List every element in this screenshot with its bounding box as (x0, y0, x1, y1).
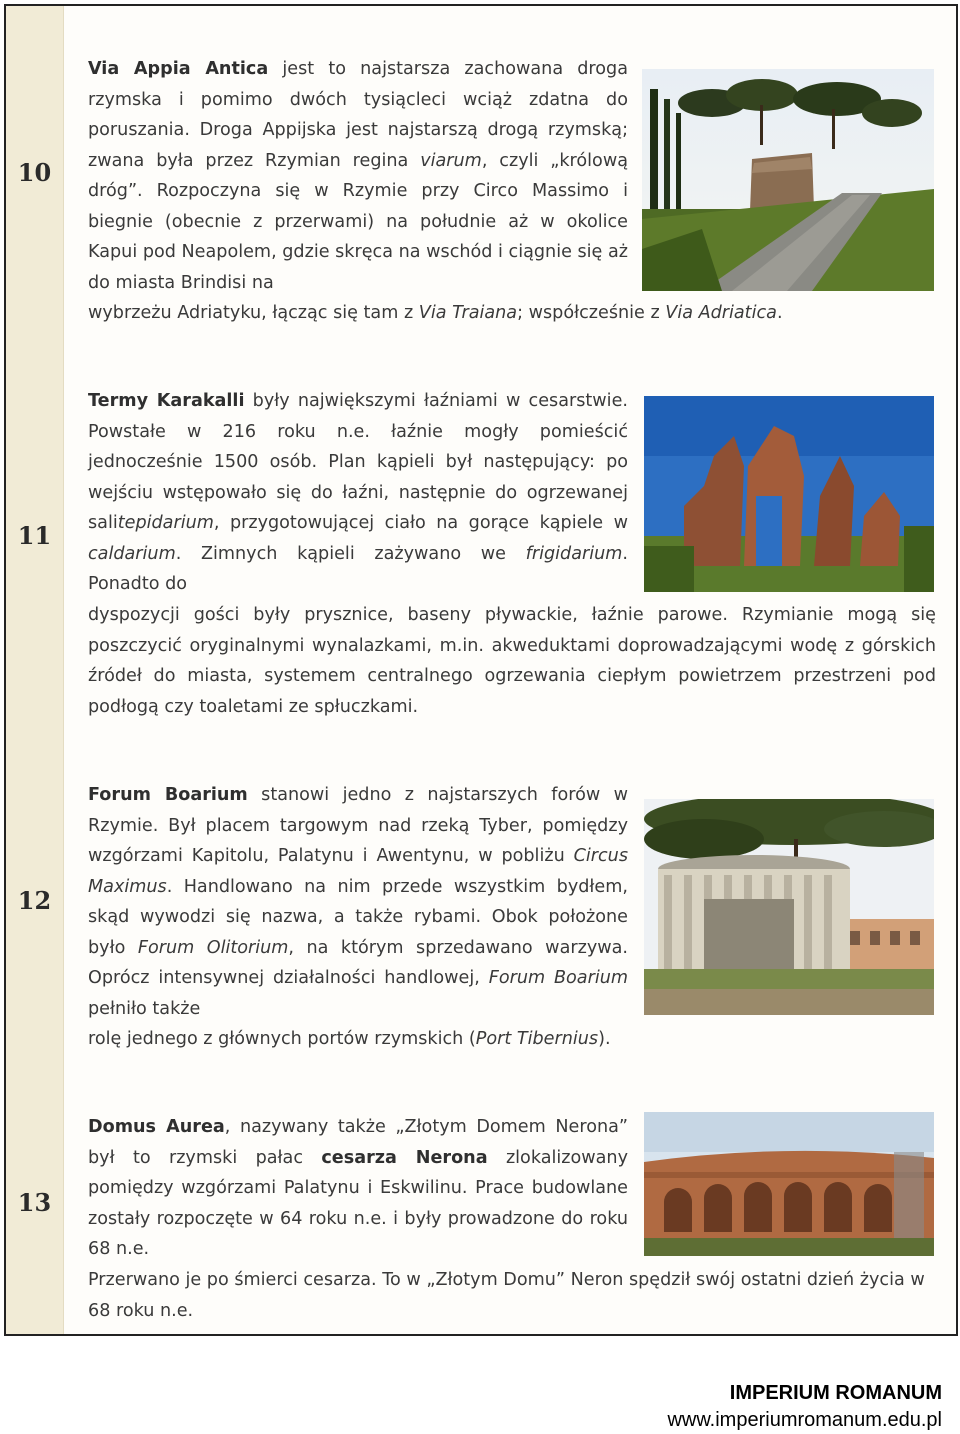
footer-title: IMPERIUM ROMANUM (729, 1382, 942, 1404)
row-heading: Domus Aurea (88, 1117, 225, 1137)
row-text: Domus Aurea, nazywany także „Złotym Domem Nerona” był to rzymski pałac cesarza Nerona zlokalizowany pomiędzy wzgórzami Palatynu i Eskwilinu. Prace budowlane zostały rozpoczęte w 64 roku n.e. i były prowadzone do roku 68 n.e. (88, 1117, 628, 1259)
caracalla-baths-image (644, 396, 934, 592)
row-text-continued: rolę jednego z głównych portów rzymskich (Port Tibernius). (88, 1029, 611, 1049)
row-text-continued: wybrzeżu Adriatyku, łącząc się tam z Via Traiana; współcześnie z Via Adriatica. (88, 303, 783, 323)
row-text-continued: dyspozycji gości były prysznice, baseny pływackie, łaźnie parowe. Rzymianie mogą się poszczycić oryginalnymi wynalazkami, m.in. akweduktami doprowadzającymi wodę z górskich źródeł do miasta, systemem centralnego ogrzewania ciepłym powietrzem przestrzeni pod podłogą czy toaletami ze spłuczkami. (88, 605, 936, 717)
row-text: Forum Boarium stanowi jedno z najstarszych forów w Rzymie. Był placem targowym nad rzeką Tyber, pomiędzy wzgórzami Kapitolu, Palatynu i Awentynu, w pobliżu Circus Maximus. Handlowano na nim przede wszystkim bydłem, skąd wywodzi się nazwa, a także rybami. Obok położone było Forum Olitorium, na którym sprzedawano warzywa. Oprócz intensywnej działalności handlowej, Forum Boarium pełniło także (88, 785, 628, 1019)
row-heading: Via Appia Antica (88, 59, 269, 79)
row-number: 10 (17, 158, 52, 187)
row-heading: Termy Karakalli (88, 391, 245, 411)
row-number: 13 (17, 1188, 52, 1217)
via-appia-image (642, 69, 934, 291)
domus-aurea-image (644, 1112, 934, 1256)
row-text-continued: Przerwano je po śmierci cesarza. To w „Złotym Domu” Neron spędził swój ostatni dzień życia w 68 roku n.e. (88, 1270, 925, 1321)
forum-boarium-image (644, 799, 934, 1015)
number-column (6, 6, 64, 1334)
footer-url[interactable]: www.imperiumromanum.edu.pl (667, 1409, 942, 1431)
row-text: Via Appia Antica jest to najstarsza zachowana droga rzymska i pomimo dwóch tysiącleci wciąż zdatna do poruszania. Droga Appijska jest najstarszą drogą rzymską; zwana była przez Rzymian regina viarum, czyli „królową dróg”. Rozpoczyna się w Rzymie przy Circo Massimo i biegnie (obecnie z przerwami) na południe aż w okolice Kapui pod Neapolem, gdzie skręca na wschód i ciągnie się aż do miasta Brindisi na (88, 59, 628, 293)
row-text: Termy Karakalli były największymi łaźniami w cesarstwie. Powstałe w 216 roku n.e. łaźnie mogły pomieścić jednocześnie 1500 osób. Plan kąpieli był następujący: po wejściu wstępowało się do łaźni, następnie do ogrzewanej salitepidarium, przygotowującej ciało na gorące kąpiele w caldarium. Zimnych kąpieli zażywano we frigidarium. Ponadto do (88, 391, 628, 594)
content-table (4, 4, 958, 1336)
row-number: 11 (17, 521, 52, 550)
row-number: 12 (17, 886, 52, 915)
row-heading: Forum Boarium (88, 785, 248, 805)
